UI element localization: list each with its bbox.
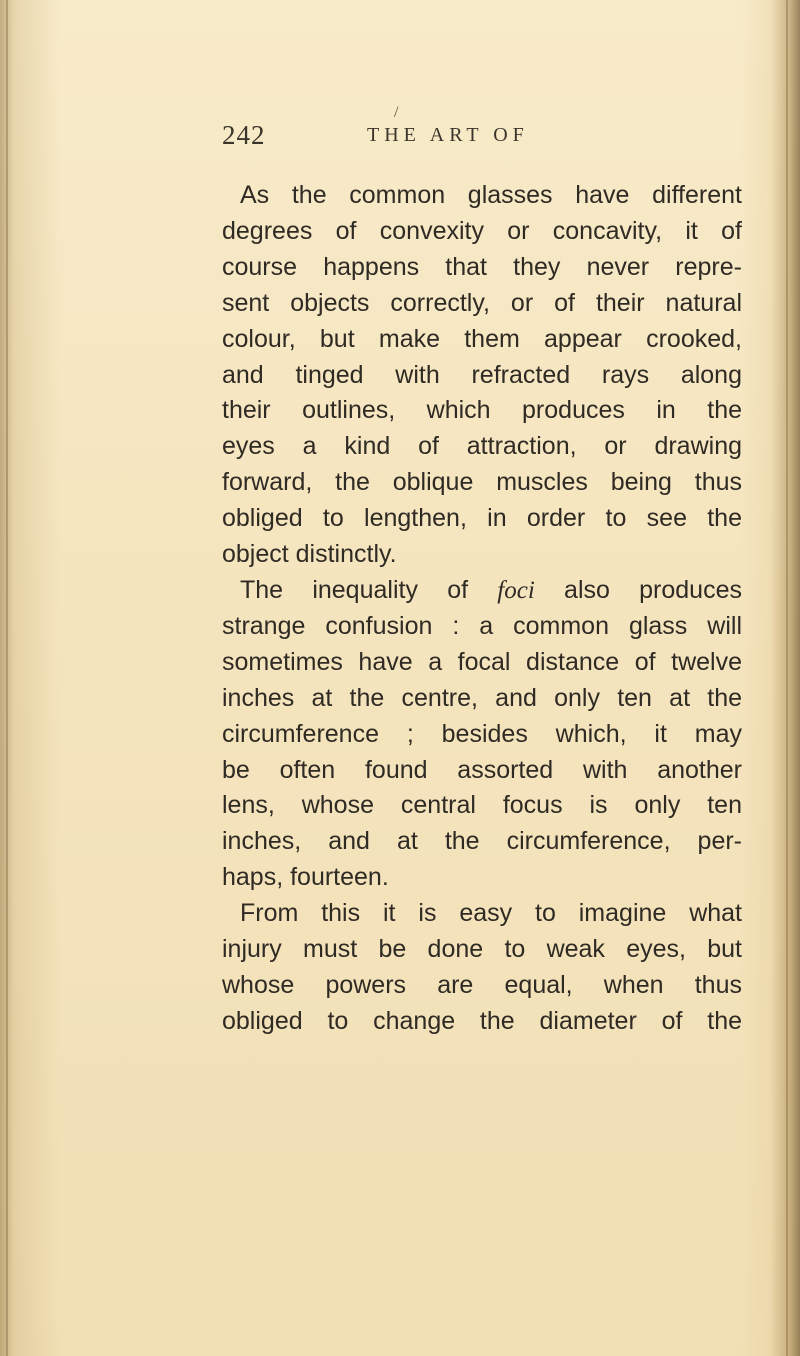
italic-word: foci bbox=[497, 576, 535, 604]
text-line: inches at the centre, and only ten at the bbox=[222, 683, 742, 712]
text-line: lens, whose central focus is only ten bbox=[222, 791, 742, 820]
text-line: whose powers are equal, when thus bbox=[222, 970, 742, 999]
text-line: From this it is easy to imagine what bbox=[240, 899, 742, 928]
page-edge-right bbox=[786, 0, 788, 1356]
running-head: THE ART OF bbox=[367, 124, 529, 146]
text-line: their outlines, which produces in the bbox=[222, 396, 742, 425]
page-edge-left bbox=[6, 0, 8, 1356]
page-header bbox=[222, 104, 742, 158]
text-fragment: The inequality of bbox=[240, 575, 498, 604]
text-line: inches, and at the circumference, per- bbox=[222, 827, 742, 856]
tick-mark: / bbox=[394, 104, 399, 121]
text-line: sent objects correctly, or of their natural bbox=[222, 288, 742, 317]
page-number: 242 bbox=[222, 120, 266, 150]
text-line: As the common glasses have different bbox=[240, 181, 742, 209]
text-line: obliged to lengthen, in order to see the bbox=[222, 504, 742, 533]
text-line: be often found assorted with another bbox=[222, 755, 742, 784]
text-line: injury must be done to weak eyes, but bbox=[222, 935, 742, 964]
text-line: strange confusion : a common glass will bbox=[222, 611, 742, 640]
text-fragment: also produces bbox=[534, 575, 742, 604]
text-line: object distinctly. bbox=[222, 540, 397, 569]
text-line bbox=[222, 573, 742, 609]
text-line: haps, fourteen. bbox=[222, 863, 389, 892]
text-line: degrees of convexity or concavity, it of bbox=[222, 216, 742, 245]
text-line: colour, but make them appear crooked, bbox=[222, 324, 742, 353]
text-line: and tinged with refracted rays along bbox=[222, 360, 742, 389]
text-line: sometimes have a focal distance of twelve bbox=[222, 647, 742, 676]
text-line: forward, the oblique muscles being thus bbox=[222, 468, 742, 497]
body-text bbox=[222, 178, 742, 1040]
text-line: eyes a kind of attraction, or drawing bbox=[222, 432, 742, 461]
text-line: obliged to change the diameter of the bbox=[222, 1006, 742, 1035]
text-line: circumference ; besides which, it may bbox=[222, 719, 742, 748]
text-line: course happens that they never repre- bbox=[222, 252, 742, 281]
